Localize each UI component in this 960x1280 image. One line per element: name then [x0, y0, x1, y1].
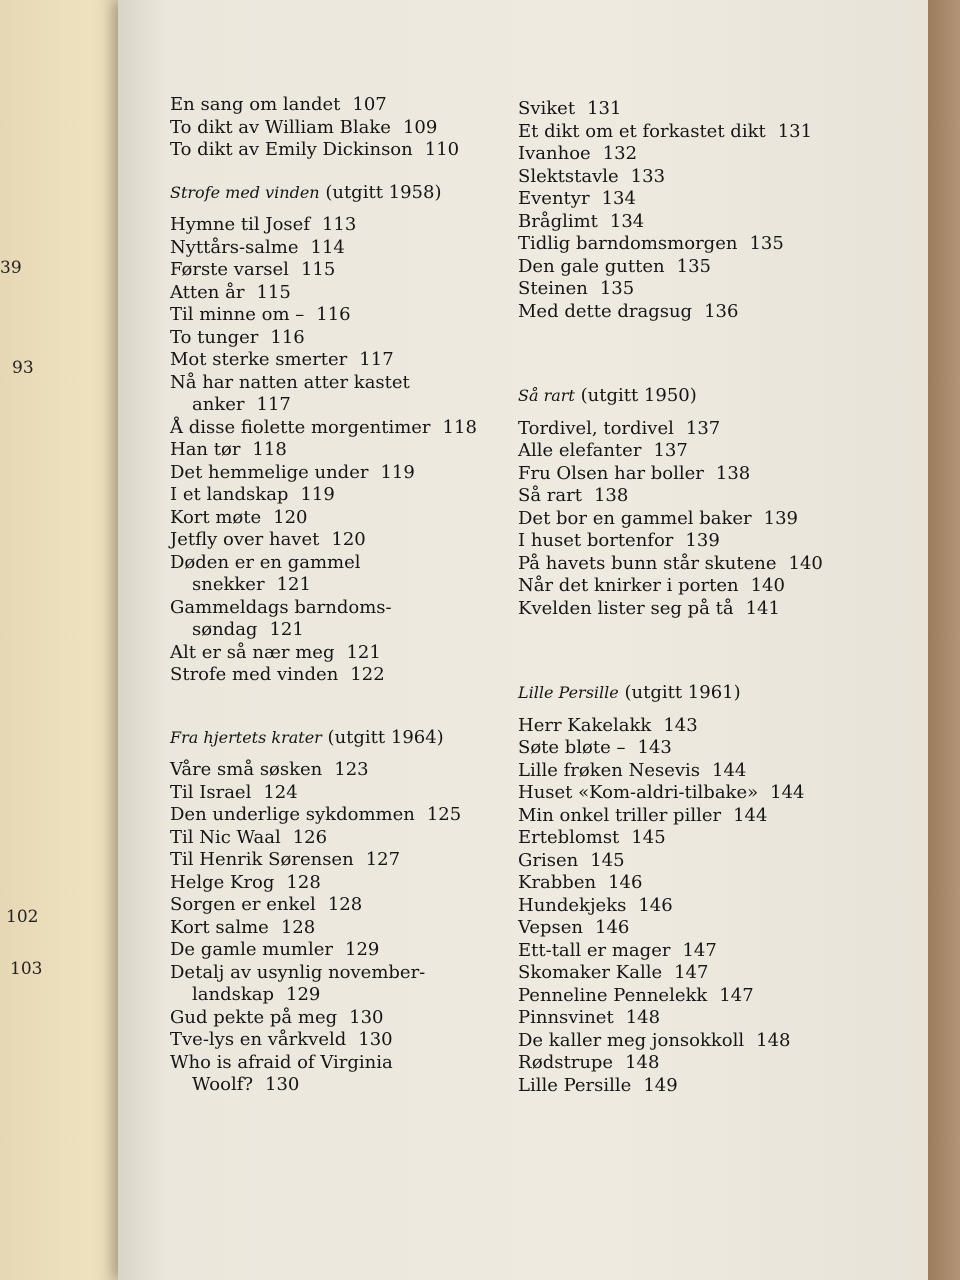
toc-entry	[170, 417, 510, 440]
toc-entry	[518, 827, 848, 850]
toc-entry	[518, 188, 848, 211]
toc-entry	[170, 139, 510, 162]
entry-title: Ivanhoe	[518, 143, 591, 164]
entry-title: Hundekjeks	[518, 894, 627, 916]
entry-title-continued	[170, 574, 510, 597]
entry-title: I et landskap	[170, 484, 289, 505]
entry-page-number: 123	[334, 759, 369, 780]
entry-page-number: 132	[602, 143, 638, 164]
entry-page-number: 135	[676, 255, 711, 277]
toc-entry	[170, 664, 510, 687]
toc-entry	[170, 552, 510, 597]
entry-title: Å disse fiolette morgentimer	[170, 416, 431, 438]
toc-entry	[518, 1052, 848, 1075]
toc-entry	[518, 418, 848, 441]
left-page-number: 93	[12, 358, 34, 378]
section-entries	[518, 715, 848, 1098]
entry-title: Tve-lys en vårkveld	[170, 1029, 347, 1050]
entry-page-number: 116	[316, 304, 351, 325]
entry-page-number: 120	[273, 506, 308, 528]
toc-entry	[518, 917, 848, 940]
toc-entry	[518, 805, 848, 828]
entry-title: Tordivel, tordivel	[518, 417, 674, 439]
entry-title: Den gale gutten	[518, 255, 665, 277]
entry-page-number: 130	[349, 1006, 384, 1028]
entry-title: Det hemmelige under	[170, 461, 369, 483]
toc-entry	[518, 121, 848, 144]
entry-page-number: 118	[252, 439, 287, 460]
toc-entry	[518, 508, 848, 531]
toc-entry	[518, 737, 848, 760]
toc-entry	[170, 1007, 510, 1030]
section-entries	[170, 759, 510, 1097]
entry-title: Våre små søsken	[170, 759, 323, 780]
toc-entry	[170, 782, 510, 805]
entry-title: I huset bortenfor	[518, 530, 674, 551]
entry-title: Nå har natten atter kastet	[170, 371, 410, 393]
entry-title: Kvelden lister seg på tå	[518, 597, 734, 619]
entry-title: Detalj av usynlig november-	[170, 961, 426, 983]
entry-page-number: 134	[601, 188, 636, 209]
entry-page-number: 117	[256, 394, 291, 415]
toc-entry	[170, 1029, 510, 1052]
entry-title: Kort møte	[170, 506, 262, 528]
entry-page-number: 120	[331, 529, 366, 550]
entry-title: Herr Kakelakk	[518, 714, 652, 736]
entry-title-continued	[170, 1074, 510, 1097]
entry-page-number: 131	[587, 98, 622, 119]
toc-entry	[518, 256, 848, 279]
entry-title: Alt er så nær meg	[170, 641, 335, 663]
toc-entry	[518, 98, 848, 121]
entry-title: Gammeldags barndoms-	[170, 596, 392, 618]
toc-entry	[170, 117, 510, 140]
entry-page-number: 129	[345, 939, 380, 960]
entry-page-number: 118	[442, 416, 477, 438]
toc-entry	[170, 94, 510, 117]
entry-title: På havets bunn står skutene	[518, 552, 777, 574]
entry-title: To dikt av Emily Dickinson	[170, 139, 413, 160]
entry-title: Første varsel	[170, 259, 289, 280]
entry-page-number: 129	[286, 984, 321, 1005]
entry-page-number: 141	[745, 597, 780, 619]
entry-page-number: 144	[712, 759, 747, 781]
entry-page-number: 143	[663, 714, 698, 736]
toc-entry	[518, 782, 848, 805]
entry-title: Ett-tall er mager	[518, 939, 671, 961]
entry-page-number: 146	[608, 872, 643, 893]
entry-page-number: 121	[269, 619, 304, 640]
section-entries	[170, 214, 510, 687]
entry-title: Skomaker Kalle	[518, 962, 663, 983]
contents-column-right	[518, 98, 848, 1097]
entry-title: Til Israel	[170, 781, 252, 803]
toc-entry	[518, 1007, 848, 1030]
section-heading	[518, 682, 848, 705]
toc-entry	[518, 1075, 848, 1098]
left-page-number: 39	[0, 258, 22, 278]
toc-entry	[170, 939, 510, 962]
entry-title: De kaller meg jonsokkoll	[518, 1029, 745, 1051]
entry-title-continued	[170, 619, 510, 642]
entry-title: Huset «Kom-aldri-tilbake»	[518, 782, 759, 803]
entry-page-number: 140	[788, 552, 823, 574]
entry-title: Sorgen er enkel	[170, 894, 316, 915]
entry-page-number: 131	[777, 120, 813, 142]
toc-entry	[170, 962, 510, 1007]
entry-title: Det bor en gammel baker	[518, 507, 752, 529]
section-published: (utgitt 1964)	[327, 726, 444, 748]
entry-title: Med dette dragsug	[518, 300, 693, 322]
entry-title: Kort salme	[170, 916, 269, 938]
entry-title: Who is afraid of Virginia	[170, 1051, 393, 1073]
toc-entry	[518, 166, 848, 189]
toc-entry	[170, 484, 510, 507]
entry-page-number: 145	[590, 849, 625, 871]
toc-entry	[170, 304, 510, 327]
entry-title: Den underlige sykdommen	[170, 804, 415, 825]
entry-title: To dikt av William Blake	[170, 116, 391, 138]
toc-entry	[518, 575, 848, 598]
toc-entry	[518, 463, 848, 486]
entry-title: Grisen	[518, 849, 579, 871]
entry-page-number: 146	[595, 917, 630, 938]
toc-entry	[518, 278, 848, 301]
entry-title: Til minne om –	[170, 304, 305, 325]
table-surface	[928, 0, 960, 1280]
toc-entry	[170, 849, 510, 872]
intro-entries	[518, 98, 848, 323]
toc-entry	[518, 301, 848, 324]
section-heading	[170, 727, 510, 750]
section-title: Lille Persille	[518, 683, 619, 702]
entry-page-number: 127	[365, 849, 401, 870]
entry-page-number: 119	[300, 484, 335, 505]
entry-title: Nyttårs-salme	[170, 236, 299, 258]
entry-title: Et dikt om et forkastet dikt	[518, 120, 766, 142]
toc-entry	[170, 872, 510, 895]
entry-page-number: 139	[763, 507, 798, 529]
entry-title: Bråglimt	[518, 210, 598, 232]
toc-entry	[170, 372, 510, 417]
entry-title-continued	[170, 394, 510, 417]
entry-title: Søte bløte –	[518, 737, 626, 758]
toc-entry	[170, 894, 510, 917]
toc-entry	[170, 282, 510, 305]
toc-entry	[518, 485, 848, 508]
entry-title: Fru Olsen har boller	[518, 462, 704, 484]
entry-page-number: 147	[674, 962, 709, 983]
entry-page-number: 149	[643, 1074, 678, 1096]
entry-title-continuation: anker	[192, 394, 245, 415]
toc-entry	[518, 962, 848, 985]
entry-page-number: 138	[593, 485, 629, 506]
entry-title: Til Nic Waal	[170, 826, 281, 848]
entry-title: Atten år	[170, 281, 245, 303]
toc-entry	[518, 211, 848, 234]
entry-page-number: 135	[599, 278, 635, 299]
entry-title: Så rart	[518, 485, 582, 506]
entry-page-number: 135	[749, 233, 784, 254]
toc-entry	[170, 827, 510, 850]
toc-entry	[518, 760, 848, 783]
entry-page-number: 128	[280, 916, 316, 938]
entry-page-number: 113	[321, 214, 357, 235]
entry-page-number: 148	[625, 1007, 661, 1028]
entry-page-number: 128	[327, 894, 363, 915]
entry-title: Pinnsvinet	[518, 1007, 614, 1028]
entry-title: Sviket	[518, 98, 576, 119]
entry-title: Slektstavle	[518, 165, 619, 187]
entry-page-number: 130	[265, 1074, 300, 1095]
section-published: (utgitt 1958)	[325, 181, 442, 203]
entry-page-number: 107	[352, 94, 387, 115]
entry-title: Alle elefanter	[518, 440, 642, 461]
toc-entry	[518, 872, 848, 895]
entry-page-number: 124	[263, 781, 298, 803]
entry-page-number: 128	[286, 871, 321, 893]
intro-entries	[170, 94, 510, 162]
entry-page-number: 121	[276, 574, 311, 595]
toc-entry	[518, 143, 848, 166]
entry-title: Tidlig barndomsmorgen	[518, 233, 738, 254]
toc-entry	[518, 1030, 848, 1053]
toc-entry	[518, 715, 848, 738]
section-title: Fra hjertets krater	[170, 727, 322, 747]
section-title: Strofe med vinden	[170, 182, 320, 202]
left-page-number: 102	[6, 907, 39, 927]
toc-entry	[518, 233, 848, 256]
entry-page-number: 138	[715, 462, 751, 484]
entry-title: Penneline Pennelekk	[518, 984, 708, 1006]
entry-page-number: 117	[359, 349, 394, 370]
toc-entry	[170, 642, 510, 665]
entry-page-number: 136	[704, 300, 739, 322]
entry-page-number: 134	[609, 210, 645, 232]
entry-title: Lille Persille	[518, 1074, 632, 1096]
entry-page-number: 137	[685, 417, 721, 439]
toc-entry	[170, 237, 510, 260]
entry-title: Rødstrupe	[518, 1052, 614, 1073]
entry-page-number: 144	[733, 804, 768, 826]
section-published: (utgitt 1961)	[624, 682, 741, 703]
entry-title: Helge Krog	[170, 871, 275, 893]
entry-page-number: 145	[631, 827, 666, 848]
toc-entry	[518, 440, 848, 463]
entry-title: Han tør	[170, 439, 241, 460]
entry-page-number: 147	[682, 939, 717, 961]
toc-entry	[170, 259, 510, 282]
toc-entry	[518, 850, 848, 873]
entry-page-number: 126	[292, 826, 328, 848]
entry-page-number: 122	[350, 664, 385, 685]
entry-page-number: 110	[424, 139, 460, 160]
toc-entry	[170, 597, 510, 642]
entry-title: Steinen	[518, 278, 588, 299]
entry-title: De gamle mumler	[170, 939, 334, 960]
entry-page-number: 133	[630, 165, 666, 187]
toc-entry	[518, 553, 848, 576]
entry-page-number: 137	[653, 440, 688, 461]
entry-title: Hymne til Josef	[170, 214, 310, 235]
toc-entry	[518, 940, 848, 963]
section-heading	[170, 182, 510, 205]
entry-page-number: 116	[270, 326, 305, 348]
entry-title-continuation: landskap	[192, 984, 275, 1005]
section-heading	[518, 385, 848, 408]
entry-title: Krabben	[518, 872, 597, 893]
entry-page-number: 144	[770, 782, 805, 803]
entry-title-continuation: Woolf?	[192, 1074, 254, 1095]
entry-page-number: 147	[719, 984, 754, 1006]
entry-page-number: 115	[300, 259, 336, 280]
toc-entry	[518, 598, 848, 621]
entry-title: Døden er en gammel	[170, 551, 361, 573]
entry-title: Vepsen	[518, 917, 584, 938]
entry-page-number: 148	[756, 1029, 791, 1051]
entry-page-number: 139	[685, 530, 720, 551]
toc-entry	[170, 529, 510, 552]
toc-entry	[170, 439, 510, 462]
entry-title: Til Henrik Sørensen	[170, 849, 354, 870]
section-title: Så rart	[518, 386, 575, 405]
entry-page-number: 121	[346, 641, 381, 663]
toc-entry	[170, 462, 510, 485]
toc-entry	[170, 804, 510, 827]
entry-page-number: 130	[358, 1029, 393, 1050]
entry-title: Mot sterke smerter	[170, 349, 348, 370]
toc-entry	[518, 530, 848, 553]
entry-page-number: 146	[638, 894, 673, 916]
entry-page-number: 109	[402, 116, 438, 138]
left-page-number: 103	[10, 959, 43, 979]
section-entries	[518, 418, 848, 621]
toc-entry	[170, 214, 510, 237]
section-published: (utgitt 1950)	[580, 385, 697, 406]
toc-entry	[170, 507, 510, 530]
entry-title: To tunger	[170, 326, 259, 348]
toc-entry	[170, 1052, 510, 1097]
entry-title: Erteblomst	[518, 827, 620, 848]
entry-title: Jetfly over havet	[170, 529, 320, 550]
toc-entry	[170, 349, 510, 372]
entry-page-number: 143	[637, 737, 672, 758]
entry-title: Gud pekte på meg	[170, 1006, 338, 1028]
entry-title-continuation: søndag	[192, 619, 258, 640]
entry-page-number: 148	[625, 1052, 660, 1073]
toc-entry	[170, 917, 510, 940]
toc-entry	[170, 327, 510, 350]
entry-title: En sang om landet	[170, 94, 341, 115]
toc-entry	[518, 985, 848, 1008]
entry-page-number: 114	[310, 236, 345, 258]
toc-entry	[518, 895, 848, 918]
entry-page-number: 125	[426, 804, 462, 825]
entry-page-number: 115	[256, 281, 291, 303]
entry-title: Min onkel triller piller	[518, 804, 722, 826]
entry-title: Når det knirker i porten	[518, 575, 739, 596]
entry-page-number: 119	[380, 461, 415, 483]
entry-title-continued	[170, 984, 510, 1007]
contents-column-left	[170, 94, 510, 1097]
entry-title: Strofe med vinden	[170, 664, 339, 685]
entry-title: Eventyr	[518, 188, 590, 209]
toc-entry	[170, 759, 510, 782]
entry-page-number: 140	[750, 575, 785, 596]
entry-title: Lille frøken Nesevis	[518, 759, 701, 781]
entry-title-continuation: snekker	[192, 574, 265, 595]
